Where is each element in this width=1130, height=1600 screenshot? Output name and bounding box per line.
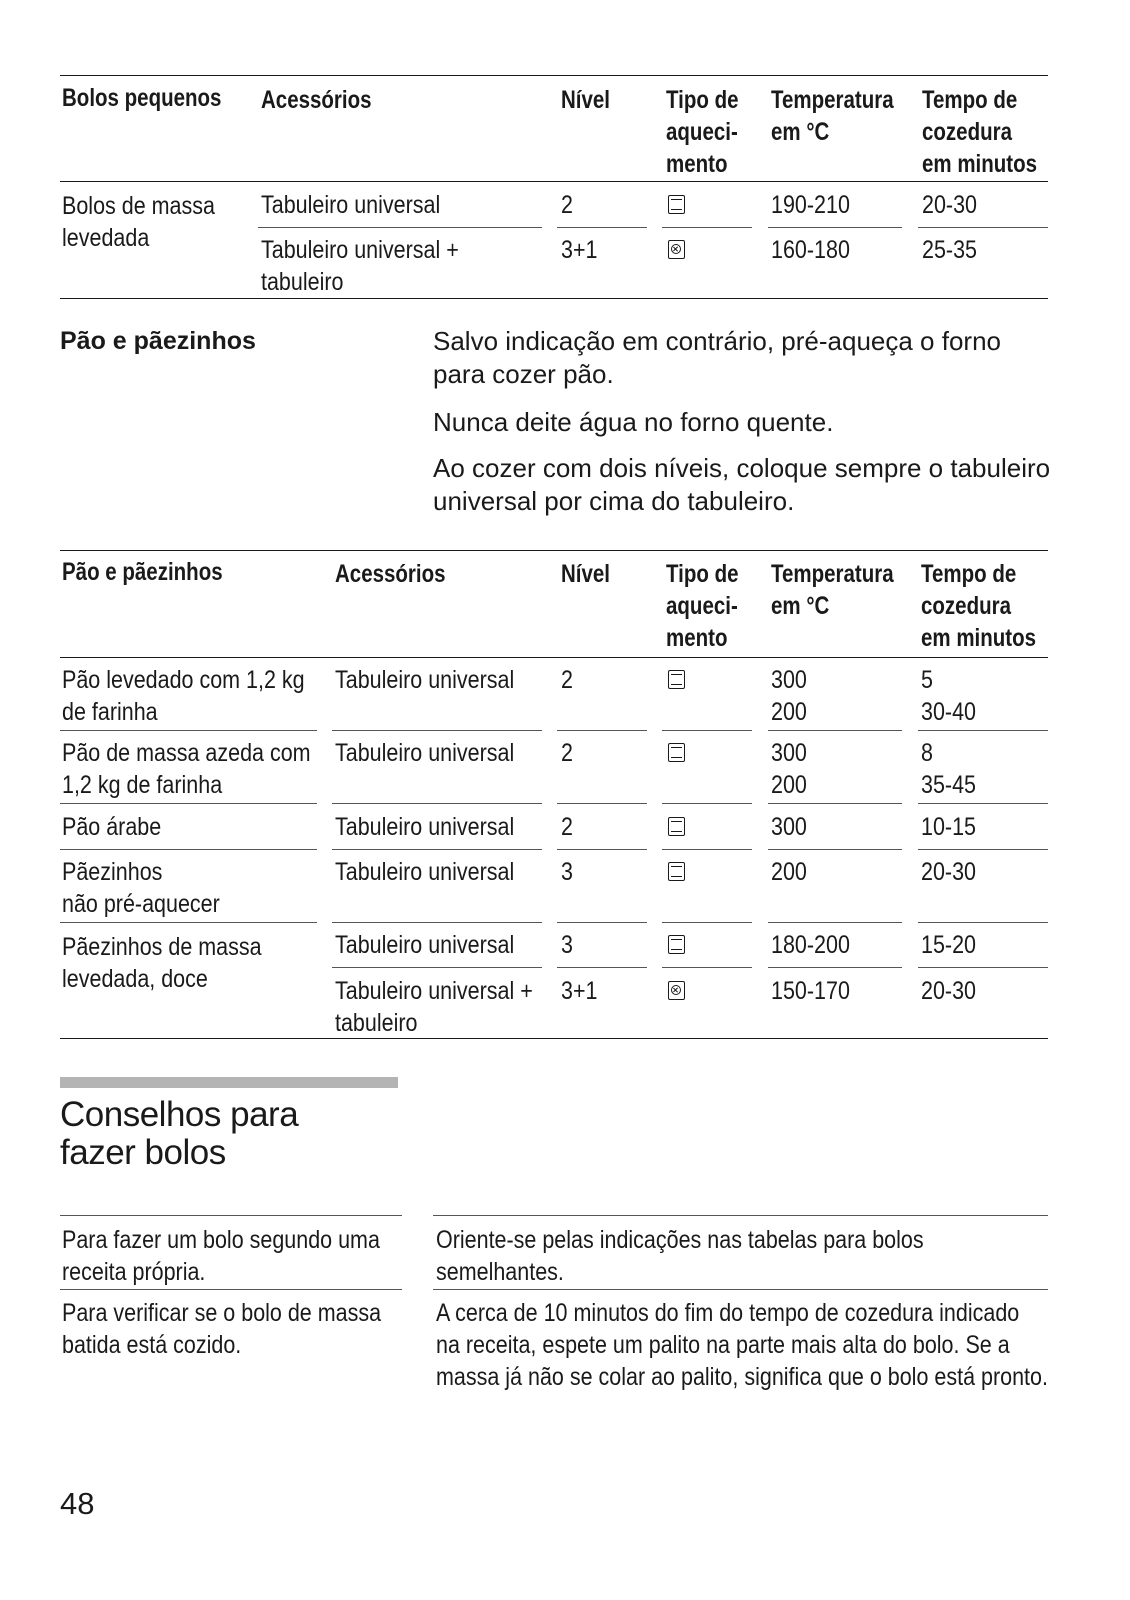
header-category: Pão e pãezinhos: [62, 558, 223, 586]
top-bottom-heat-icon: [668, 195, 685, 214]
paragraph: Nunca deite água no forno quente.: [433, 407, 834, 437]
paragraph: Salvo indicação em contrário, pré-aqueça o forno para cozer pão.: [433, 326, 1001, 389]
cell-accessory: Tabuleiro universal: [335, 739, 515, 767]
cell-time: 25-35: [922, 236, 977, 264]
row-divider: [332, 922, 542, 923]
tip-question: Para fazer um bolo segundo uma receita própria.: [62, 1226, 380, 1286]
cell-time: 20-30: [921, 977, 976, 1005]
row-divider: [662, 730, 752, 731]
row-divider: [768, 803, 902, 804]
row-divider: [918, 730, 1048, 731]
cell-temp: 180-200: [771, 931, 850, 959]
row-divider: [60, 1215, 402, 1216]
table-top-rule: [60, 75, 1048, 76]
cell-temp: 150-170: [771, 977, 850, 1005]
table-bottom-rule: [60, 298, 1048, 299]
cell-accessory: Tabuleiro universal + tabuleiro: [335, 977, 533, 1037]
row-divider: [662, 922, 752, 923]
cell-accessory: Tabuleiro universal + tabuleiro: [261, 236, 459, 296]
row-divider: [768, 849, 902, 850]
cell-time: 20-30: [921, 858, 976, 886]
row-divider: [662, 967, 752, 968]
top-bottom-heat-icon: [668, 862, 685, 881]
row-divider: [918, 922, 1048, 923]
cell-level: 3+1: [561, 977, 598, 1005]
cell-time: 10-15: [921, 813, 976, 841]
section-bar: [60, 1077, 398, 1088]
cell-temp: 160-180: [771, 236, 850, 264]
header-time: Tempo de cozedura em minutos: [922, 86, 1038, 178]
hot-air-fan-icon: [668, 240, 685, 259]
row-group-name: Bolos de massa levedada: [62, 192, 215, 252]
header-time: Tempo de cozedura em minutos: [921, 560, 1037, 652]
cell-temp: 200: [771, 858, 807, 886]
row-divider: [768, 922, 902, 923]
tip-answer: Oriente-se pelas indicações nas tabelas para bolos semelhantes.: [436, 1226, 924, 1286]
page-number: 48: [60, 1486, 95, 1521]
header-level: Nível: [561, 560, 611, 588]
cell-name: Pão de massa azeda com 1,2 kg de farinha: [62, 739, 311, 799]
cell-level: 2: [561, 191, 573, 219]
section-heading: Conselhos para fazer bolos: [60, 1095, 299, 1172]
cell-level: 2: [561, 739, 573, 767]
cell-accessory: Tabuleiro universal: [261, 191, 441, 219]
header-heating: Tipo de aqueci- mento: [666, 560, 739, 652]
row-divider: [918, 967, 1048, 968]
row-divider: [332, 849, 542, 850]
cell-level: 2: [561, 666, 573, 694]
row-divider: [332, 967, 542, 968]
tip-answer: A cerca de 10 minutos do fim do tempo de cozedura indicado na receita, espete um palito na parte mais alta do bolo. Se a massa já não se colar ao palito, significa que o bolo está pronto.: [436, 1299, 1048, 1391]
header-accessories: Acessórios: [261, 86, 372, 114]
cell-name: Pãezinhos não pré-aquecer: [62, 858, 220, 918]
cell-name: Pão árabe: [62, 813, 162, 841]
paragraph: Ao cozer com dois níveis, coloque sempre o tabuleiro universal por cima do tabuleiro.: [433, 453, 1051, 516]
row-divider: [433, 1289, 1048, 1290]
row-divider: [60, 730, 317, 731]
row-divider: [332, 803, 542, 804]
row-divider: [557, 967, 647, 968]
table-bottom-rule: [60, 1038, 1048, 1039]
row-divider: [258, 227, 542, 228]
top-bottom-heat-icon: [668, 670, 685, 689]
tip-question: Para verificar se o bolo de massa batida está cozido.: [62, 1299, 382, 1359]
header-category: Bolos pequenos: [62, 84, 222, 112]
header-temperature: Temperatura em °C: [771, 86, 894, 146]
row-divider: [557, 227, 647, 228]
cell-temp: 300 200: [771, 739, 807, 799]
section-title: Pão e pãezinhos: [60, 327, 256, 355]
cell-level: 2: [561, 813, 573, 841]
row-divider: [557, 730, 647, 731]
row-divider: [557, 849, 647, 850]
row-divider: [768, 730, 902, 731]
header-bottom-rule: [60, 181, 1048, 182]
cell-name: Pão levedado com 1,2 kg de farinha: [62, 666, 305, 726]
cell-time: 5 30-40: [921, 666, 976, 726]
cell-accessory: Tabuleiro universal: [335, 858, 515, 886]
hot-air-fan-icon: [668, 981, 685, 1000]
cell-name: Pãezinhos de massa levedada, doce: [62, 933, 262, 993]
row-divider: [60, 803, 317, 804]
row-divider: [768, 227, 902, 228]
row-divider: [557, 922, 647, 923]
row-divider: [557, 803, 647, 804]
cell-accessory: Tabuleiro universal: [335, 931, 515, 959]
cell-level: 3+1: [561, 236, 598, 264]
row-divider: [662, 849, 752, 850]
top-bottom-heat-icon: [668, 817, 685, 836]
header-accessories: Acessórios: [335, 560, 446, 588]
row-divider: [332, 730, 542, 731]
row-divider: [918, 803, 1048, 804]
cell-level: 3: [561, 931, 573, 959]
row-divider: [918, 849, 1048, 850]
header-heating: Tipo de aqueci- mento: [666, 86, 739, 178]
cell-time: 20-30: [922, 191, 977, 219]
cell-accessory: Tabuleiro universal: [335, 813, 515, 841]
header-level: Nível: [561, 86, 611, 114]
table-top-rule: [60, 550, 1048, 551]
row-divider: [662, 803, 752, 804]
header-bottom-rule: [60, 657, 1048, 658]
row-divider: [662, 227, 752, 228]
cell-temp: 190-210: [771, 191, 850, 219]
row-divider: [60, 849, 317, 850]
row-divider: [768, 967, 902, 968]
cell-time: 15-20: [921, 931, 976, 959]
top-bottom-heat-icon: [668, 935, 685, 954]
row-divider: [918, 227, 1048, 228]
cell-time: 8 35-45: [921, 739, 976, 799]
row-divider: [60, 1289, 402, 1290]
row-divider: [433, 1215, 1048, 1216]
cell-temp: 300 200: [771, 666, 807, 726]
row-divider: [60, 922, 317, 923]
cell-level: 3: [561, 858, 573, 886]
cell-accessory: Tabuleiro universal: [335, 666, 515, 694]
cell-temp: 300: [771, 813, 807, 841]
header-temperature: Temperatura em °C: [771, 560, 894, 620]
top-bottom-heat-icon: [668, 743, 685, 762]
